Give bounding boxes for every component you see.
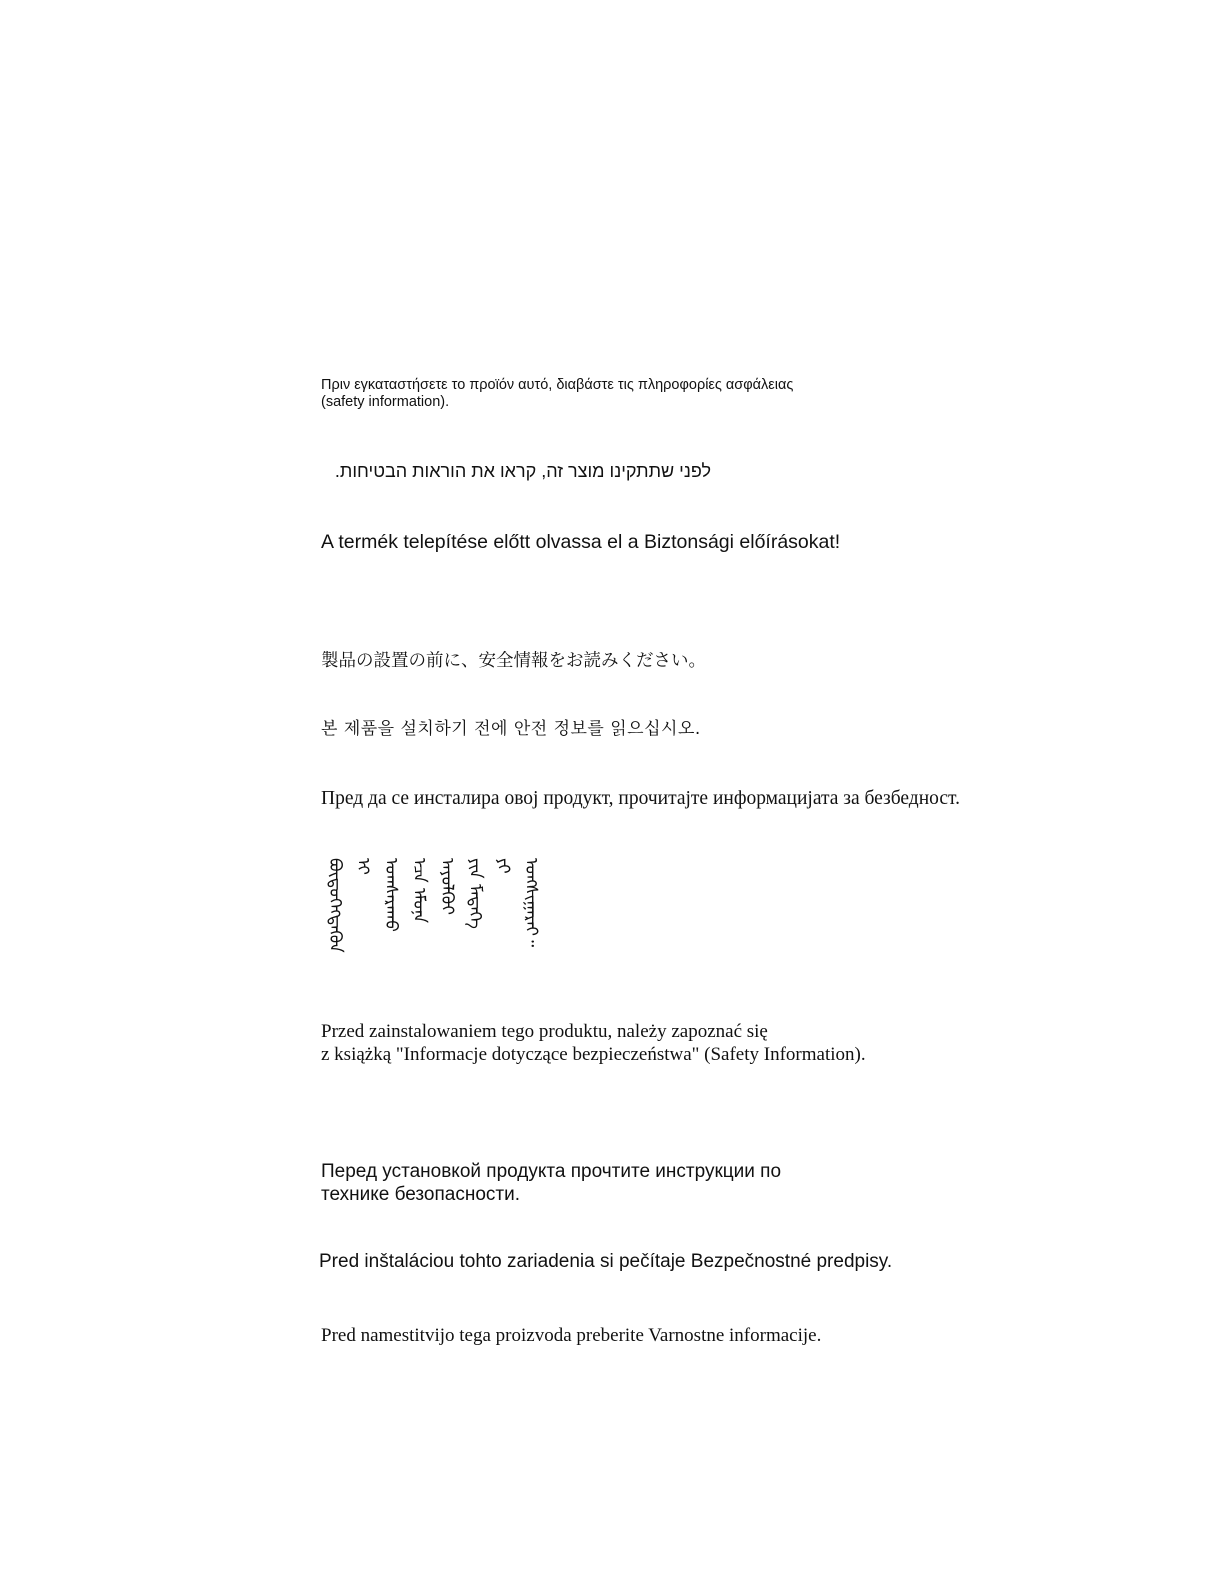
greek-safety-notice (321, 377, 793, 411)
mongolian-safety-notice: ᠪᠦᠲᠦᠭᠡᠭᠳᠡᠬᠦᠨ ᠢ ᠤᠭᠰᠠᠷᠠᠬᠤ ᠡᠴᠡ ᠡᠮᠦᠨᠡ ᠠᠶᠤᠯᠭᠦᠢ ᠶᠢᠨ ᠮᠡᠳᠡᠭᠡ ᠶᠢ ᠤᠩᠰᠢᠭᠠᠷᠠᠢ᠃ (325, 858, 541, 953)
polish-notice-line-2: z książką "Informacje dotyczące bezpieczeństwa" (Safety Information). (321, 1044, 866, 1065)
korean-safety-notice: 본 제품을 설치하기 전에 안전 정보를 읽으십시오. (321, 719, 701, 739)
russian-safety-notice (321, 1160, 781, 1206)
greek-notice-line-1: Πριν εγκαταστήσετε το προϊόν αυτό, διαβάστε τις πληροφορίες ασφάλειας (321, 377, 794, 393)
russian-notice-line-2: технике безопасности. (321, 1184, 521, 1205)
polish-notice-line-1: Przed zainstalowaniem tego produktu, należy zapoznać się (321, 1021, 768, 1042)
macedonian-safety-notice: Пред да се инсталира овој продукт, прочитајте информацијата за безбедност. (321, 788, 960, 809)
japanese-safety-notice: 製品の設置の前に、安全情報をお読みください。 (321, 651, 706, 671)
slovak-safety-notice: Pred inštaláciou tohto zariadenia si pečítaje Bezpečnostné predpisy. (319, 1251, 893, 1272)
slovenian-safety-notice: Pred namestitvijo tega proizvoda preberite Varnostne informacije. (321, 1325, 822, 1346)
greek-notice-line-2: (safety information). (321, 394, 450, 410)
polish-safety-notice (321, 1020, 866, 1066)
hungarian-safety-notice: A termék telepítése előtt olvassa el a Biztonsági előírásokat! (321, 531, 841, 553)
russian-notice-line-1: Перед установкой продукта прочтите инструкции по (321, 1161, 782, 1182)
hebrew-safety-notice: לפני שתתקינו מוצר זה, קראו את הוראות הבטיחות. (334, 461, 711, 481)
